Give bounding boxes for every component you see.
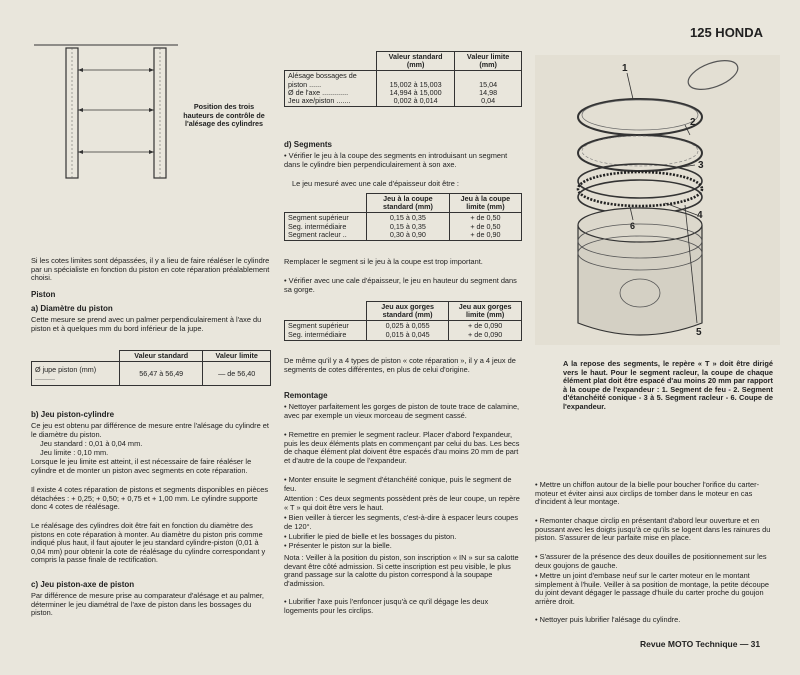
callout-1: 1 — [622, 63, 628, 74]
cell-value: 0,04 — [481, 96, 496, 106]
cylinder-figure-caption: Position des trois hauteurs de contrôle de l'alésage des cylindres — [183, 102, 265, 129]
heading-diametre-piston: a) Diamètre du piston — [31, 304, 113, 313]
middle-paragraph-r9: • Lubrifier l'axe puis l'enfoncer jusqu'à ce qu'il dégage les deux logements pour les circlips. — [284, 597, 489, 615]
middle-paragraph-r5: • Bien veiller à tiercer les segments, c'est-à-dire à espacer leurs coupes de 120°. — [284, 513, 519, 531]
callout-2: 2 — [690, 117, 696, 128]
row-label: Segment supérieur — [288, 213, 349, 223]
row-label: Alésage bossages de piston ...... — [288, 71, 357, 89]
cell-value: 15,002 à 15,003 — [389, 79, 442, 89]
row-label: Ø de l'axe ............. — [288, 87, 349, 97]
middle-paragraph-r3: • Monter ensuite le segment d'étanchéité conique, puis le segment de feu. — [284, 475, 512, 493]
middle-paragraph-d5: De même qu'il y a 4 types de piston « cote réparation », il y a 4 jeux de segments de cotes différentes, en plus de celui d'origine. — [284, 356, 516, 374]
col-header-standard: Valeur standard — [120, 351, 203, 362]
callout-5: 5 — [696, 327, 702, 338]
table-piston-diameter — [31, 350, 271, 386]
cell-value: 14,994 à 15,000 — [389, 87, 442, 97]
col-header-standard: Jeu à la coupe standard (mm) — [367, 194, 450, 213]
rings-figure-caption: A la repose des segments, le repère « T » doit être dirigé vers le haut. Pour le segment racleur, la coupe de chaque élément plat doit être espacé d'au moins 20 mm par rapport à la coupe de l'expandeur : 1. Segment de feu - 2. Segment d'étanchéité conique - 3 à 5. Segment racleur - 6. Coupe de l'expandeur. — [563, 359, 773, 411]
heading-jeu-piston-cylindre: b) Jeu piston-cylindre — [31, 410, 115, 419]
cell-limite: — de 56,40 — [203, 362, 271, 386]
cell-value: 14,98 — [479, 87, 498, 97]
cylinder-bore-diagram — [30, 40, 180, 185]
left-paragraph-a: Cette mesure se prend avec un palmer perpendiculairement à l'axe du piston et à quelques mm du bord inférieur de la jupe. — [31, 315, 262, 333]
cell-value: 0,15 à 0,35 — [389, 221, 426, 231]
heading-segments: d) Segments — [284, 140, 333, 149]
row-label-jupe: Ø jupe piston (mm) .......... — [32, 362, 120, 386]
row-label: Segment racleur .. — [288, 229, 347, 239]
table-jeu-gorges — [284, 301, 522, 341]
cell-value: + de 0,50 — [470, 221, 501, 231]
right-paragraph-2: • Remonter chaque circlip en présentant d'abord leur ouverture et en poussant avec les doigts jusqu'à ce qu'ils se logent dans les rainures du piston. S'assurer de leur parfaite mise en place. — [535, 516, 771, 543]
cell-value: + de 0,090 — [468, 329, 503, 339]
piston-rings-illustration — [535, 55, 780, 345]
col-header-standard: Jeu aux gorges standard (mm) — [367, 302, 449, 321]
table-jeu-coupe — [284, 193, 522, 241]
page-footer: Revue MOTO Technique — 31 — [640, 639, 761, 649]
middle-paragraph-d3: Remplacer le segment si le jeu à la coupe est trop important. — [284, 257, 483, 266]
right-paragraph-1: • Mettre un chiffon autour de la bielle pour boucher l'orifice du carter-moteur et éviter ainsi aux circlips de tomber dans le moteur en cas d'incident à leur montage. — [535, 480, 760, 507]
row-label: Jeu axe/piston ....... — [288, 96, 351, 106]
left-paragraph-b6: Le réalésage des cylindres doit être fait en fonction du diamètre des pistons en cote réparation à monter. Au diamètre du piston pris comme indiqué plus haut, il faut ajouter le jeu standard cylindre-piston (0,01 à 0,04 mm) pour obtenir la cote de réalésage du cylindre correspondant y compris la passe finale de rectification. — [31, 521, 266, 565]
cell-value: 0,30 à 0,90 — [389, 229, 426, 239]
cell-value: + de 0,50 — [470, 213, 501, 223]
left-paragraph-b5: Il existe 4 cotes réparation de pistons et segments disponibles en pièces détachées : + 0,25; + 0,50; + 0,75 et + 1,00 mm. Le cylindre supporte donc 4 cotes de réalésage. — [31, 485, 269, 512]
right-paragraph-3: • S'assurer de la présence des deux douilles de positionnement sur les deux goujons de gauche. — [535, 552, 767, 570]
right-paragraph-5: • Nettoyer puis lubrifier l'alésage du cylindre. — [535, 615, 681, 624]
middle-paragraph-r2: • Remettre en premier le segment racleur. Placer d'abord l'expandeur, puis les deux éléments plats en commençant par celui du bas. Les becs de chaque élément plat doivent être espacés d'au moins 20 mm de part et d'autre de la coupe de l'expandeur. — [284, 430, 520, 465]
left-paragraph-b3: Jeu limite : 0,10 mm. — [40, 448, 109, 457]
callout-4: 4 — [697, 210, 703, 221]
row-label: Seg. intermédiaire — [288, 221, 347, 231]
middle-paragraph-d1: • Vérifier le jeu à la coupe des segments en introduisant un segment dans le cylindre bien perpendiculairement à son axe. — [284, 151, 508, 169]
left-paragraph-b1: Ce jeu est obtenu par différence de mesure entre l'alésage du cylindre et le diamètre du piston. — [31, 421, 269, 439]
cell-value: + de 0,090 — [468, 321, 503, 331]
left-paragraph-c: Par différence de mesure prise au comparateur d'alésage et au palmer, déterminer le jeu diamétral de l'axe de piston dans les bossages du piston. — [31, 591, 264, 618]
cell-value: 0,15 à 0,35 — [389, 213, 426, 223]
table-axe-piston — [284, 51, 522, 107]
col-header-limite: Valeur limite (mm) — [455, 52, 522, 71]
cell-standard: 56,47 à 56,49 — [120, 362, 203, 386]
middle-paragraph-r4: Attention : Ces deux segments possèdent près de leur coupe, un repère « T » qui doit être vers le haut. — [284, 494, 520, 512]
cell-value: 0,002 à 0,014 — [393, 96, 438, 106]
col-header-limite: Valeur limite — [203, 351, 271, 362]
middle-paragraph-d2: Le jeu mesuré avec une cale d'épaisseur doit être : — [292, 179, 459, 188]
middle-paragraph-r8: Nota : Veiller à la position du piston, son inscription « IN » sur sa calotte devant être côté admission. Si cette inscription est peu visible, le plus grand passage sur la calotte du piston correspond à la soupape d'admission. — [284, 553, 519, 588]
row-label: Seg. intermédiaire — [288, 329, 347, 339]
cell-value: 15,04 — [479, 79, 498, 89]
cell-value: + de 0,90 — [470, 229, 501, 239]
col-header-standard: Valeur standard (mm) — [377, 52, 455, 71]
col-header-limite: Jeu à la coupe limite (mm) — [449, 194, 521, 213]
left-paragraph-b2: Jeu standard : 0,01 à 0,04 mm. — [40, 439, 143, 448]
callout-3: 3 — [698, 160, 704, 171]
cell-value: 0,015 à 0,045 — [385, 329, 430, 339]
left-paragraph-1: Si les cotes limites sont dépassées, il y a lieu de faire réaléser le cylindre par un spécialiste en fonction du piston en cote réparation préalablement choisi. — [31, 256, 270, 283]
left-paragraph-b4: Lorsque le jeu limite est atteint, il est nécessaire de faire réaléser le cylindre et de monter un piston avec segments en cote réparation. — [31, 457, 252, 475]
callout-6: 6 — [630, 221, 636, 231]
middle-paragraph-r6: • Lubrifier le pied de bielle et les bossages du piston. — [284, 532, 457, 541]
heading-jeu-piston-axe: c) Jeu piston-axe de piston — [31, 580, 135, 589]
right-paragraph-4: • Mettre un joint d'embase neuf sur le carter moteur en le montant simplement à l'huile. Veiller à sa position de montage, la petite découpe du joint devant dégager le passage d'huile du carter proche du goujon arrière droit. — [535, 571, 769, 606]
cell-value: 0,025 à 0,055 — [385, 321, 430, 331]
col-header-limite: Jeu aux gorges limite (mm) — [449, 302, 522, 321]
middle-paragraph-r1: • Nettoyer parfaitement les gorges de piston de toute trace de calamine, avec par exemple un vieux morceau de segment cassé. — [284, 402, 520, 420]
heading-piston: Piston — [31, 290, 56, 299]
heading-remontage: Remontage — [284, 391, 328, 400]
middle-paragraph-d4: • Vérifier avec une cale d'épaisseur, le jeu en hauteur du segment dans sa gorge. — [284, 276, 517, 294]
middle-paragraph-r7: • Présenter le piston sur la bielle. — [284, 541, 392, 550]
page-header-title: 125 HONDA — [690, 25, 763, 40]
row-label: Segment supérieur — [288, 321, 349, 331]
